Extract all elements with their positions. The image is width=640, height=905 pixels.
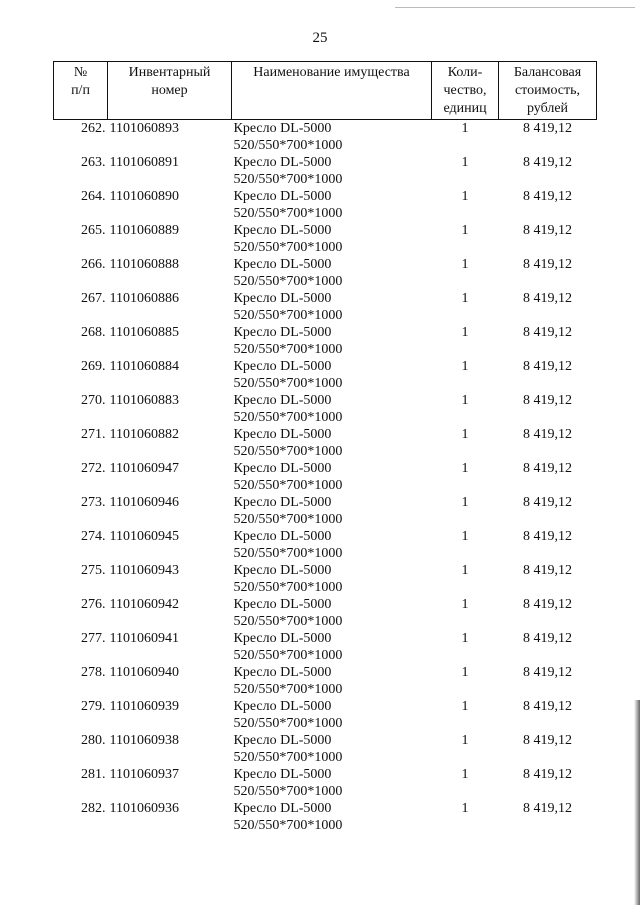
quantity: 1 [461, 529, 469, 544]
row-number: 269. [81, 359, 106, 374]
header-quantity-line: чество, [443, 83, 487, 98]
inventory-number: 1101060946 [109, 495, 179, 510]
table-row [54, 562, 597, 596]
header-cost-line: рублей [526, 101, 569, 116]
item-name [232, 324, 432, 358]
item-name [232, 494, 432, 528]
balance-cost: 8 419,12 [523, 597, 572, 612]
balance-cost: 8 419,12 [523, 665, 572, 680]
item-name-line: Кресло DL-5000 [233, 597, 332, 612]
item-dimensions: 520/550*700*1000 [233, 512, 343, 527]
table-row [54, 358, 597, 392]
table-row [54, 698, 597, 732]
header-quantity-line: Коли- [447, 65, 483, 80]
table-row [54, 392, 597, 426]
item-dimensions: 520/550*700*1000 [233, 546, 343, 561]
item-name [232, 154, 432, 188]
balance-cost: 8 419,12 [523, 393, 572, 408]
item-name [232, 256, 432, 290]
item-dimensions: 520/550*700*1000 [233, 750, 343, 765]
header-cost [499, 62, 597, 120]
page-number: 25 [312, 30, 328, 46]
item-name [232, 528, 432, 562]
inventory-number: 1101060936 [109, 801, 179, 816]
item-name [232, 120, 432, 155]
row-number: 272. [81, 461, 106, 476]
row-number: 276. [81, 597, 106, 612]
balance-cost: 8 419,12 [523, 121, 572, 136]
item-dimensions: 520/550*700*1000 [233, 784, 343, 799]
item-name-line: Кресло DL-5000 [233, 257, 332, 272]
item-name-line: Кресло DL-5000 [233, 325, 332, 340]
item-dimensions: 520/550*700*1000 [233, 274, 343, 289]
item-dimensions: 520/550*700*1000 [233, 648, 343, 663]
item-name-line: Кресло DL-5000 [233, 393, 332, 408]
balance-cost: 8 419,12 [523, 359, 572, 374]
item-name-line: Кресло DL-5000 [233, 291, 332, 306]
table-row [54, 528, 597, 562]
row-number: 267. [81, 291, 106, 306]
header-num-line: п/п [71, 83, 90, 98]
quantity: 1 [461, 223, 469, 238]
inventory-number: 1101060890 [109, 189, 179, 204]
quantity: 1 [461, 291, 469, 306]
header-inventory-line: номер [151, 83, 188, 98]
item-dimensions: 520/550*700*1000 [233, 410, 343, 425]
header-name-spacer [234, 100, 429, 118]
table-body [54, 120, 597, 835]
table-header [54, 62, 597, 120]
item-name-line: Кресло DL-5000 [233, 121, 332, 136]
header-cost-line: Балансовая [513, 65, 582, 80]
balance-cost: 8 419,12 [523, 155, 572, 170]
row-number: 277. [81, 631, 106, 646]
item-name [232, 630, 432, 664]
balance-cost: 8 419,12 [523, 325, 572, 340]
item-dimensions: 520/550*700*1000 [233, 444, 343, 459]
balance-cost: 8 419,12 [523, 631, 572, 646]
item-name [232, 732, 432, 766]
item-dimensions: 520/550*700*1000 [233, 206, 343, 221]
quantity: 1 [461, 121, 469, 136]
header-row [54, 62, 597, 120]
item-dimensions: 520/550*700*1000 [233, 580, 343, 595]
balance-cost: 8 419,12 [523, 733, 572, 748]
table-row [54, 460, 597, 494]
table-row [54, 120, 597, 155]
item-dimensions: 520/550*700*1000 [233, 376, 343, 391]
item-name-line: Кресло DL-5000 [233, 155, 332, 170]
inventory-table [53, 61, 597, 834]
quantity: 1 [461, 427, 469, 442]
top-rule [395, 7, 635, 8]
inventory-number: 1101060888 [109, 257, 179, 272]
row-number: 281. [81, 767, 106, 782]
item-name [232, 392, 432, 426]
inventory-number: 1101060889 [109, 223, 179, 238]
item-name-line: Кресло DL-5000 [233, 359, 332, 374]
inventory-number: 1101060938 [109, 733, 179, 748]
quantity: 1 [461, 801, 469, 816]
quantity: 1 [461, 665, 469, 680]
row-number: 271. [81, 427, 106, 442]
item-name [232, 766, 432, 800]
header-quantity-line: единиц [443, 101, 487, 116]
balance-cost: 8 419,12 [523, 801, 572, 816]
row-number: 268. [81, 325, 106, 340]
table-row [54, 290, 597, 324]
row-number: 264. [81, 189, 106, 204]
inventory-number: 1101060884 [109, 359, 179, 374]
balance-cost: 8 419,12 [523, 427, 572, 442]
inventory-number: 1101060891 [109, 155, 179, 170]
row-number: 270. [81, 393, 106, 408]
table-row [54, 256, 597, 290]
row-number: 266. [81, 257, 106, 272]
quantity: 1 [461, 733, 469, 748]
header-name [232, 62, 432, 120]
quantity: 1 [461, 461, 469, 476]
table-row [54, 800, 597, 834]
inventory-number: 1101060885 [109, 325, 179, 340]
item-name [232, 562, 432, 596]
balance-cost: 8 419,12 [523, 189, 572, 204]
row-number: 263. [81, 155, 106, 170]
item-name-line: Кресло DL-5000 [233, 529, 332, 544]
table-row [54, 664, 597, 698]
header-quantity [432, 62, 499, 120]
item-name-line: Кресло DL-5000 [233, 767, 332, 782]
quantity: 1 [461, 699, 469, 714]
inventory-number: 1101060947 [109, 461, 179, 476]
item-name-line: Кресло DL-5000 [233, 631, 332, 646]
row-number: 279. [81, 699, 106, 714]
inventory-number: 1101060942 [109, 597, 179, 612]
inventory-number: 1101060945 [109, 529, 179, 544]
inventory-number: 1101060941 [109, 631, 179, 646]
item-name-line: Кресло DL-5000 [233, 427, 332, 442]
table-row [54, 732, 597, 766]
item-dimensions: 520/550*700*1000 [233, 172, 343, 187]
item-dimensions: 520/550*700*1000 [233, 614, 343, 629]
item-name [232, 800, 432, 834]
quantity: 1 [461, 359, 469, 374]
inventory-number: 1101060937 [109, 767, 179, 782]
item-name-line: Кресло DL-5000 [233, 223, 332, 238]
row-number: 280. [81, 733, 106, 748]
item-name [232, 664, 432, 698]
header-name-spacer [234, 82, 429, 100]
scan-edge-shadow [634, 700, 640, 905]
row-number: 262. [81, 121, 106, 136]
inventory-number: 1101060940 [109, 665, 179, 680]
balance-cost: 8 419,12 [523, 767, 572, 782]
balance-cost: 8 419,12 [523, 291, 572, 306]
item-dimensions: 520/550*700*1000 [233, 342, 343, 357]
table-row [54, 222, 597, 256]
quantity: 1 [461, 767, 469, 782]
table-row [54, 188, 597, 222]
table-row [54, 630, 597, 664]
table-row [54, 324, 597, 358]
balance-cost: 8 419,12 [523, 223, 572, 238]
balance-cost: 8 419,12 [523, 461, 572, 476]
header-num [54, 62, 108, 120]
item-name [232, 188, 432, 222]
item-dimensions: 520/550*700*1000 [233, 478, 343, 493]
item-name-line: Кресло DL-5000 [233, 665, 332, 680]
item-name [232, 290, 432, 324]
quantity: 1 [461, 631, 469, 646]
quantity: 1 [461, 257, 469, 272]
header-inventory-line: Инвентарный [128, 65, 211, 80]
item-name [232, 222, 432, 256]
item-name [232, 460, 432, 494]
item-name-line: Кресло DL-5000 [233, 461, 332, 476]
balance-cost: 8 419,12 [523, 257, 572, 272]
header-name-line: Наименование имущества [253, 65, 410, 80]
item-name-line: Кресло DL-5000 [233, 189, 332, 204]
item-name-line: Кресло DL-5000 [233, 563, 332, 578]
inventory-number: 1101060943 [109, 563, 179, 578]
item-dimensions: 520/550*700*1000 [233, 308, 343, 323]
table-row [54, 596, 597, 630]
header-num-line: № [73, 65, 88, 80]
header-inventory [108, 62, 232, 120]
inventory-number: 1101060893 [109, 121, 179, 136]
item-name [232, 596, 432, 630]
quantity: 1 [461, 189, 469, 204]
row-number: 265. [81, 223, 106, 238]
table-row [54, 426, 597, 460]
inventory-number: 1101060886 [109, 291, 179, 306]
item-name [232, 698, 432, 732]
row-number: 274. [81, 529, 106, 544]
inventory-number: 1101060882 [109, 427, 179, 442]
row-number: 275. [81, 563, 106, 578]
item-dimensions: 520/550*700*1000 [233, 682, 343, 697]
quantity: 1 [461, 393, 469, 408]
row-number: 282. [81, 801, 106, 816]
balance-cost: 8 419,12 [523, 563, 572, 578]
item-dimensions: 520/550*700*1000 [233, 716, 343, 731]
quantity: 1 [461, 597, 469, 612]
quantity: 1 [461, 325, 469, 340]
item-name [232, 426, 432, 460]
row-number: 278. [81, 665, 106, 680]
item-name-line: Кресло DL-5000 [233, 801, 332, 816]
quantity: 1 [461, 495, 469, 510]
quantity: 1 [461, 563, 469, 578]
item-dimensions: 520/550*700*1000 [233, 818, 343, 833]
item-dimensions: 520/550*700*1000 [233, 240, 343, 255]
inventory-number: 1101060883 [109, 393, 179, 408]
item-name-line: Кресло DL-5000 [233, 699, 332, 714]
table-row [54, 154, 597, 188]
item-name-line: Кресло DL-5000 [233, 495, 332, 510]
balance-cost: 8 419,12 [523, 495, 572, 510]
item-name-line: Кресло DL-5000 [233, 733, 332, 748]
quantity: 1 [461, 155, 469, 170]
table-row [54, 766, 597, 800]
item-name [232, 358, 432, 392]
balance-cost: 8 419,12 [523, 529, 572, 544]
item-dimensions: 520/550*700*1000 [233, 138, 343, 153]
balance-cost: 8 419,12 [523, 699, 572, 714]
table-row [54, 494, 597, 528]
row-number: 273. [81, 495, 106, 510]
inventory-number: 1101060939 [109, 699, 179, 714]
header-cost-line: стоимость, [514, 83, 581, 98]
